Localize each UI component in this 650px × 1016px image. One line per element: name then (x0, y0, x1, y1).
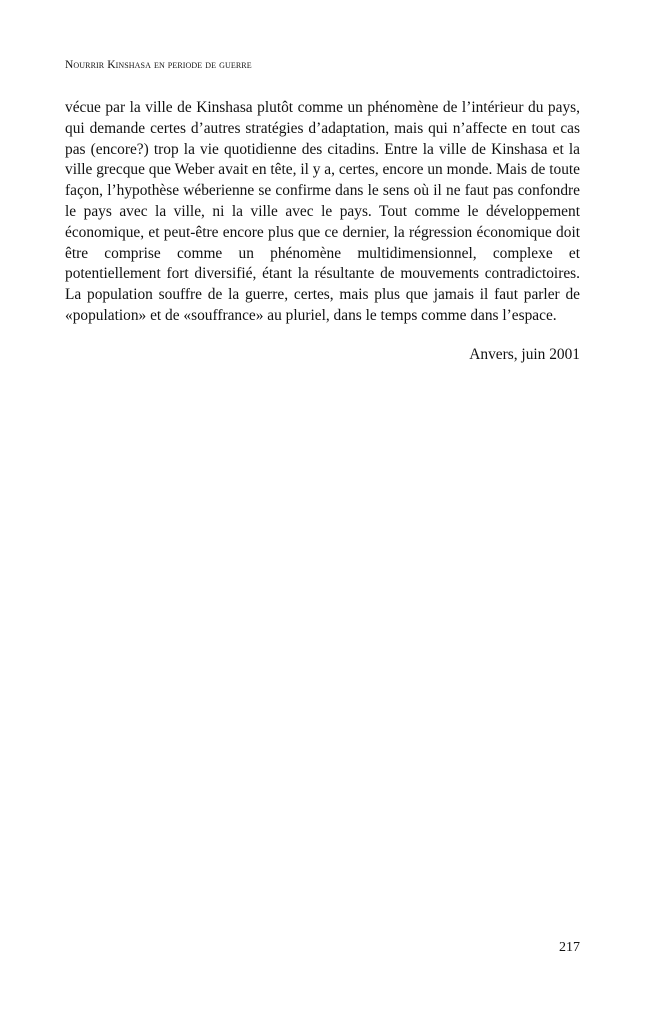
signoff-place-date: Anvers, juin 2001 (469, 346, 580, 363)
running-header: Nourrir Kinshasa en periode de guerre (65, 59, 252, 71)
page-number: 217 (559, 940, 580, 955)
body-paragraph: vécue par la ville de Kinshasa plutôt comme un phénomène de l’intérieur du pays, qui demande certes d’autres stratégies d’adaptation, mais qui n’affecte en tout cas pas (encore?) trop la vie quotidienne des citadins. Entre la ville de Kinshasa et la ville grecque que Weber avait en tête, il y a, certes, encore un monde. Mais de toute façon, l’hypothèse wéberienne se confirme dans le sens où il ne faut pas confondre le pays avec la ville, ni la ville avec le pays. Tout comme le développement économique, et peut-être encore plus que ce dernier, la régression économique doit être comprise comme un phénomène multidimensionnel, complexe et potentiellement fort diversifié, étant la résultante de mouvements contradictoires. La population souffre de la guerre, certes, mais plus que jamais il faut parler de «population» et de «souffrance» au pluriel, dans le temps comme dans l’espace. (65, 99, 580, 324)
